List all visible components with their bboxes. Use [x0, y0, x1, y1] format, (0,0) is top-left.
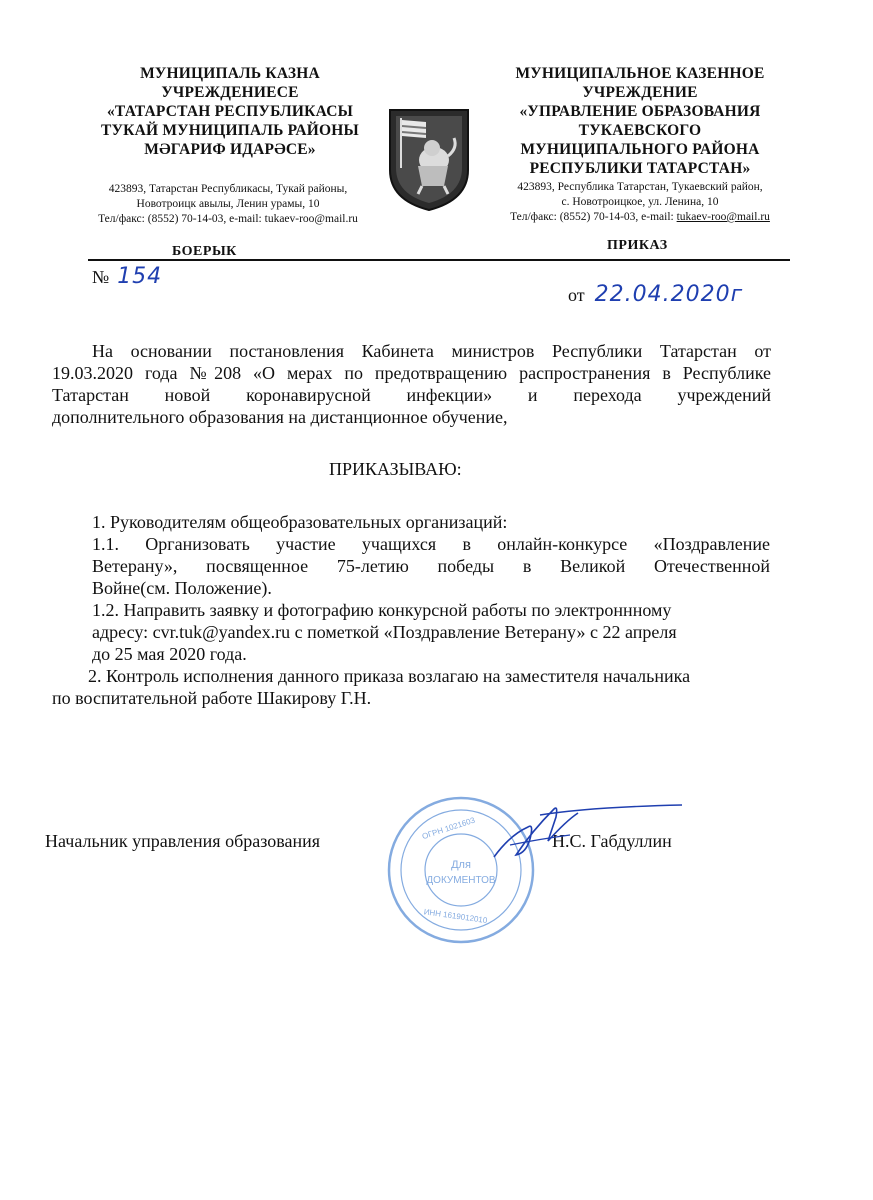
order-number-value: 154 [117, 264, 163, 289]
header-right-address [488, 180, 792, 225]
stamp-center-top: Для [451, 859, 471, 871]
header-left-title-line: МӘГАРИФ ИДАРӘСЕ» [144, 141, 316, 158]
order-date-label: от [568, 285, 585, 305]
stamp-ogrn: ОГРН 1021603 [420, 815, 477, 842]
preamble [52, 340, 771, 428]
order-item-line: Войне(см. Положение). [92, 578, 272, 598]
preamble-line: На основании постановления Кабинета министров Республики Татарстан от [92, 341, 771, 361]
header-left-title-line: МУНИЦИПАЛЬ КАЗНА [140, 65, 320, 82]
header-left-address-line: 423893, Татарстан Республикасы, Тукай районы, [108, 183, 348, 195]
doc-type-tatar: БОЕРЫК [172, 244, 237, 259]
preamble-line: дополнительного образования на дистанционное обучение, [52, 407, 508, 427]
header-right-title-line: МУНИЦИПАЛЬНОГО РАЙОНА [520, 141, 760, 158]
order-item-line: до 25 мая 2020 года. [92, 644, 247, 664]
header-left-title-line: УЧРЕЖДЕНИЕСЕ [161, 84, 299, 101]
order-item-line: 1.2. Направить заявку и фотографию конкурсной работы по электроннному [92, 600, 672, 620]
header-left-address-line: Тел/факс: (8552) 70-14-03, e-mail: tukaev-roo@mail.ru [98, 213, 358, 225]
command-heading: ПРИКАЗЫВАЮ: [329, 459, 462, 479]
coat-of-arms-emblem [388, 108, 470, 212]
order-item-line: Ветерану», посвященное 75-летию победы в Великой Отечественной [92, 556, 770, 576]
header-right-phone-line [488, 210, 792, 225]
order-items [52, 511, 770, 709]
stamp-center-bottom: ДОКУМЕНТОВ [426, 875, 496, 886]
order-item-line: 2. Контроль исполнения данного приказа возлагаю на заместителя начальника [88, 666, 691, 686]
header-right-title-line: УЧРЕЖДЕНИЕ [582, 84, 698, 101]
header-right-phone: Тел/факс: (8552) 70-14-03, e-mail: [510, 211, 677, 223]
handwritten-signature [470, 795, 685, 870]
order-item-line: 1.1. Организовать участие учащихся в онлайн-конкурсе «Поздравление [92, 534, 770, 554]
preamble-line: 19.03.2020 года №208 «О мерах по предотвращению распространения в Республике [52, 363, 771, 383]
order-number-label: № [92, 267, 110, 287]
header-right-title-line: «УПРАВЛЕНИЕ ОБРАЗОВАНИЯ [519, 103, 761, 120]
header-left-title [90, 64, 370, 159]
order-date-value: 22.04.2020г [594, 282, 744, 307]
signatory-name: Н.С. Габдуллин [552, 831, 672, 851]
preamble-line: Татарстан новой коронавирусной инфекции» и перехода учреждений [52, 385, 771, 405]
order-number [92, 264, 162, 289]
header-right-title-line: РЕСПУБЛИКИ ТАТАРСТАН» [529, 160, 751, 177]
header-left-title-line: «ТАТАРСТАН РЕСПУБЛИКАСЫ [106, 103, 354, 120]
order-date [568, 282, 743, 307]
header-left-address-line: Новотроицк авылы, Ленин урамы, 10 [136, 198, 320, 210]
order-item-line: по воспитательной работе Шакирову Г.Н. [52, 688, 372, 708]
header-right-email: tukaev-roo@mail.ru [676, 211, 770, 223]
header-right-title-line: ТУКАЕВСКОГО [578, 122, 702, 139]
header-right-address-line: с. Новотроицкое, ул. Ленина, 10 [561, 196, 719, 208]
doc-type-russian: ПРИКАЗ [607, 238, 668, 253]
header-left-title-line: ТУКАЙ МУНИЦИПАЛЬ РАЙОНЫ [101, 122, 359, 139]
header-divider [88, 259, 790, 261]
header-right-address-line: 423893, Республика Татарстан, Тукаевский район, [517, 181, 763, 193]
signatory-position: Начальник управления образования [45, 831, 321, 851]
header-right-title-line: МУНИЦИПАЛЬНОЕ КАЗЕННОЕ [515, 65, 765, 82]
order-item-line: адресу: cvr.tuk@yandex.ru с пометкой «Поздравление Ветерану» с 22 апреля [92, 622, 677, 642]
header-right-title [490, 64, 790, 178]
stamp-inn: ИНН 1619012010 [423, 907, 488, 926]
order-item-line: 1. Руководителям общеобразовательных организаций: [92, 512, 508, 532]
header-left-address [78, 182, 378, 227]
